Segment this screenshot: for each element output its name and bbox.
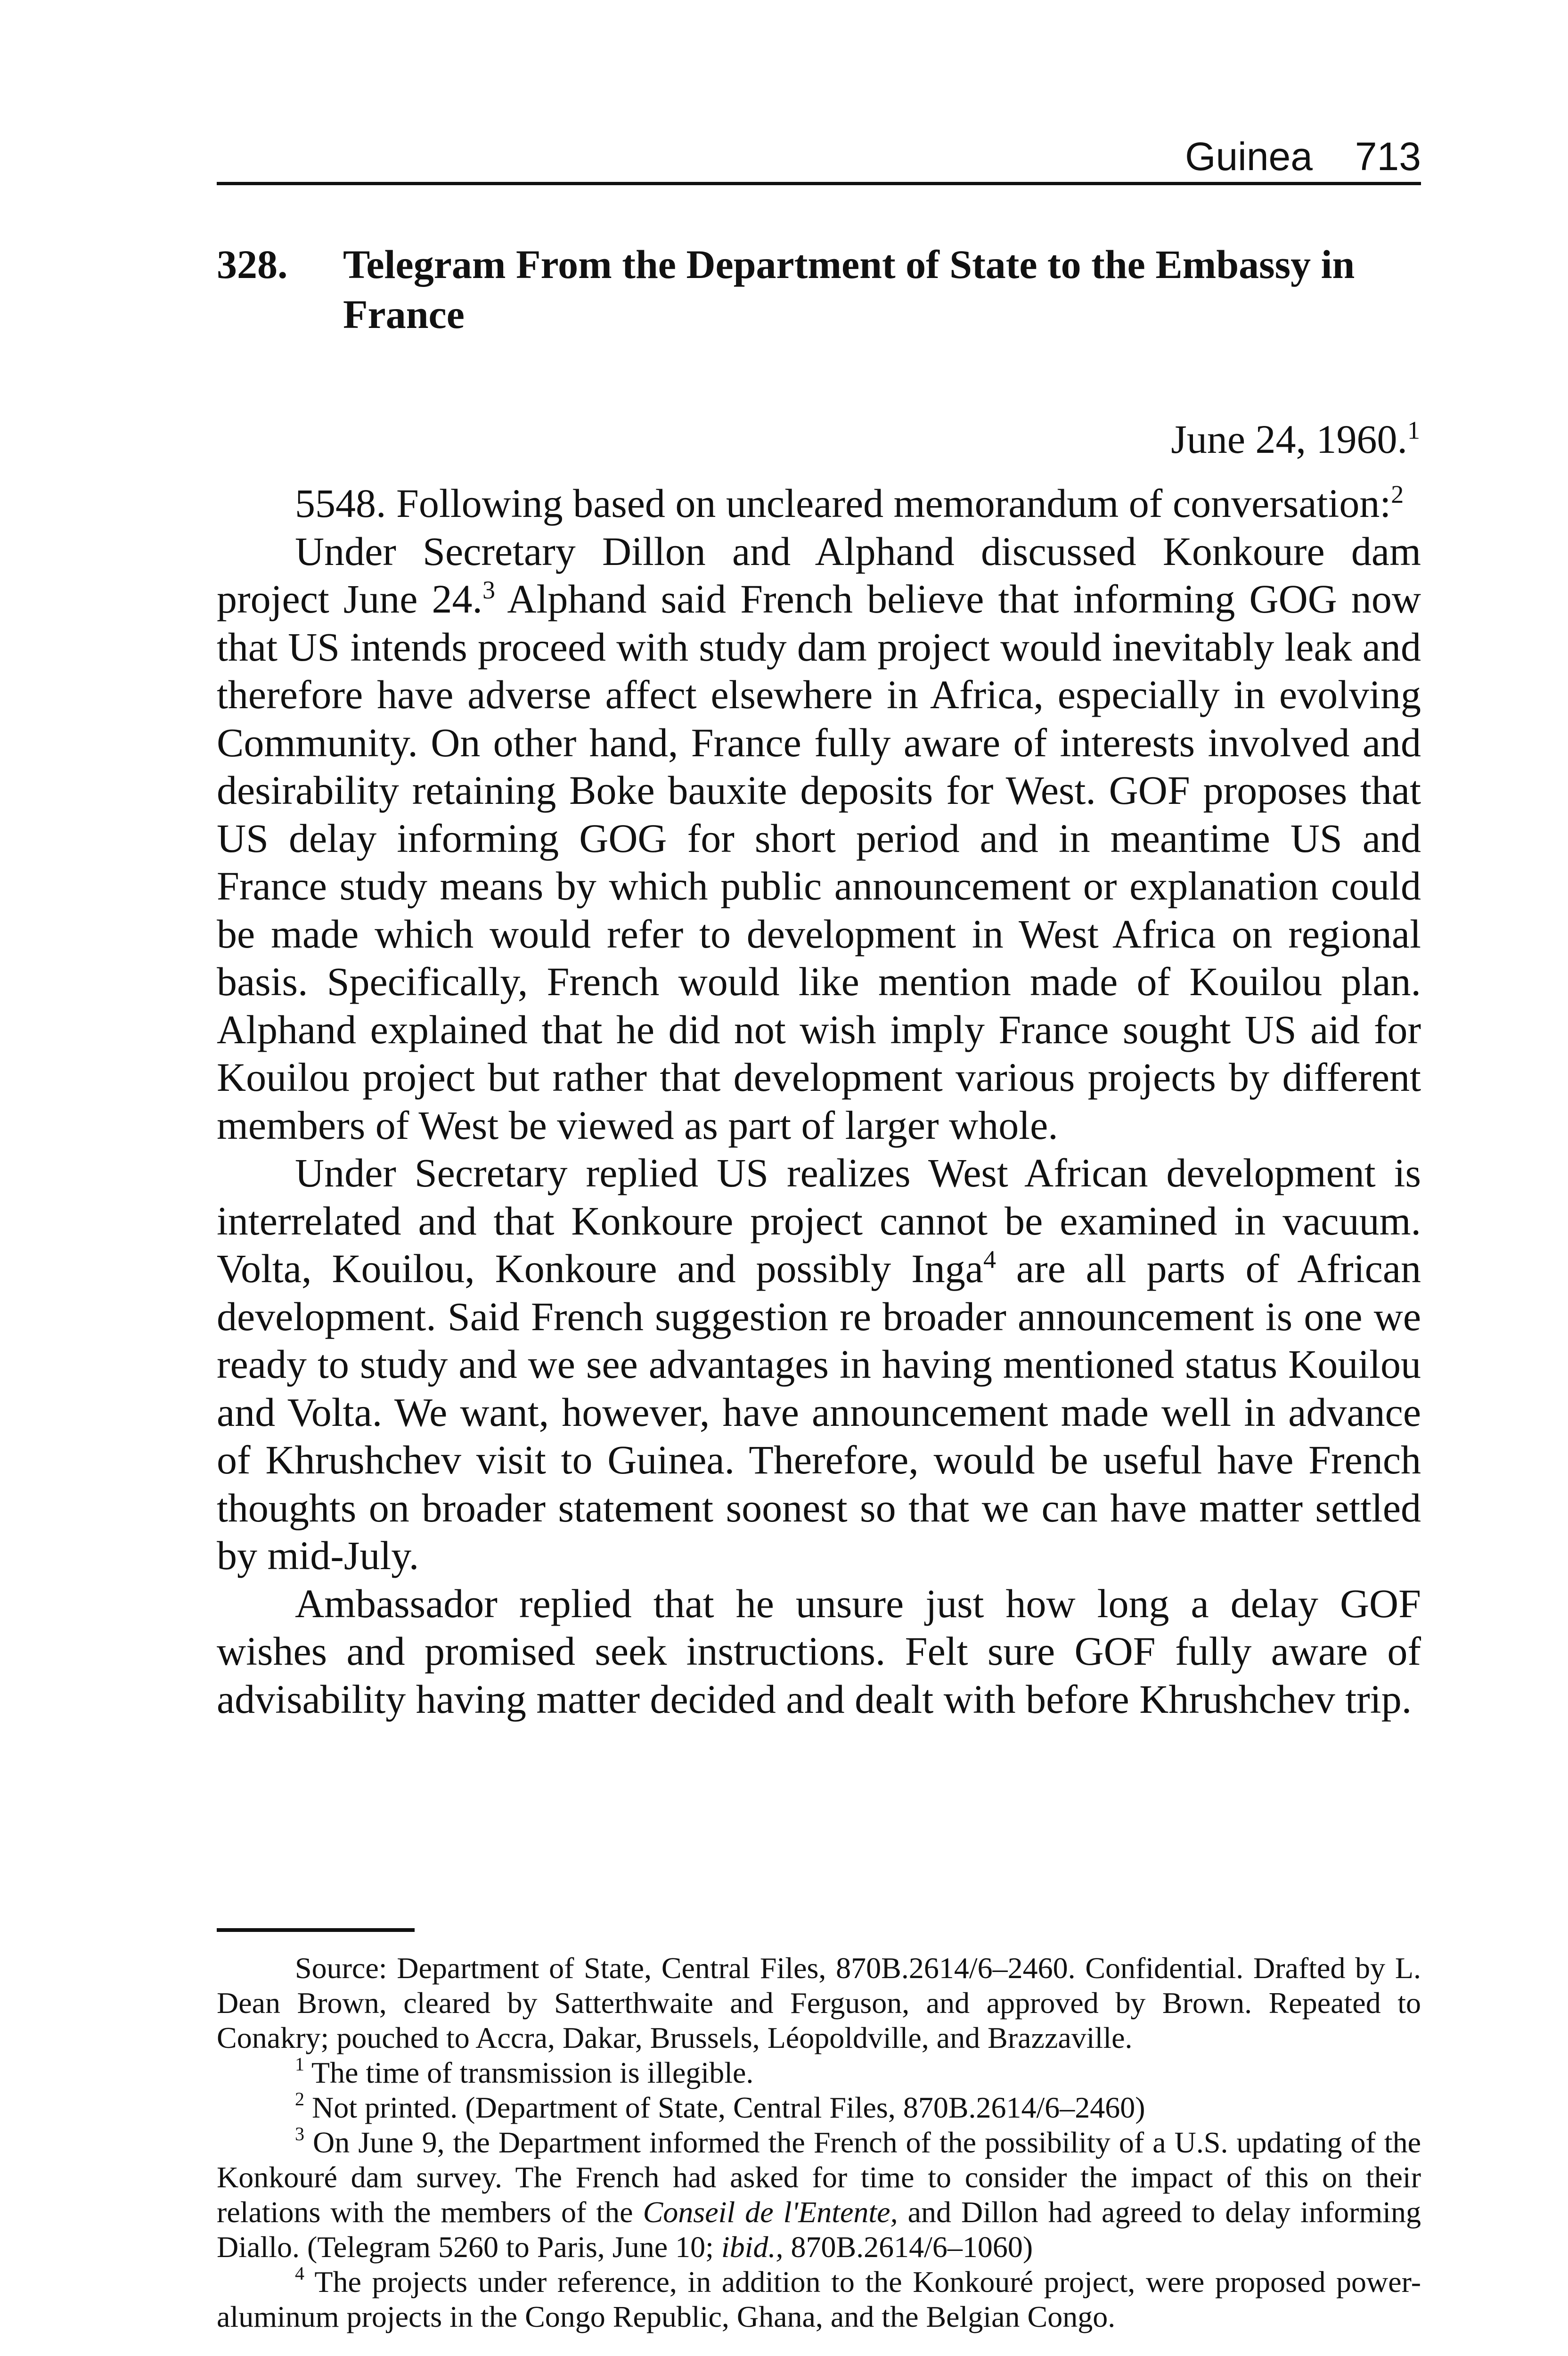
footnote-2 (217, 2090, 1421, 2125)
body-text-run: Under Secretary Dillon and Alphand discussed Konkoure dam project June 24. (217, 528, 1421, 622)
footnote-ref-3: 3 (482, 576, 496, 604)
body-paragraph (217, 528, 1421, 1150)
body-paragraph (217, 1149, 1421, 1580)
footnote-text: The time of transmission is illegible. (304, 2056, 754, 2089)
header-rule (217, 182, 1421, 185)
footnotes (217, 1951, 1421, 2334)
footnote-ref-1: 1 (1407, 416, 1420, 444)
source-note: Source: Department of State, Central Files, 870B.2614/6–2460. Confidential. Drafted by L. Dean Brown, cleared by Satterthwaite and Ferguson, and approved by Brown. Repeated to Conakry; pouched to Accra, Dakar, Brussels, Léopoldville, and Brazzaville. (217, 1951, 1421, 2054)
footnote-text: The projects under reference, in addition to the Konkouré project, were proposed power-aluminum projects in the Congo Republic, Ghana, and the Belgian Congo. (217, 2265, 1421, 2333)
footnote-italic: ibid., (721, 2230, 784, 2264)
document-heading (217, 239, 1421, 339)
body-paragraph (217, 480, 1421, 528)
footnote-mark: 1 (295, 2053, 304, 2075)
footnote-ref-4: 4 (983, 1245, 996, 1274)
body-text-run: Alphand said French believe that informing GOG now that US intends proceed with study dam project would inevitably leak and therefore have adverse affect elsewhere in Africa, especially in evolving Community. On other hand, France fully aware of interests involved and desirability retaining Boke bauxite deposits for West. GOF proposes that US delay informing GOG for short period and in meantime US and France study means by which public announcement or explanation could be made which would refer to development in West Africa on regional basis. Specifically, French would like mention made of Kouilou plan. Alphand explained that he did not wish imply France sought US aid for Kouilou project but rather that development various projects by different members of West be viewed as part of larger whole. (217, 576, 1421, 1148)
document-date: June 24, 1960. (1171, 417, 1407, 462)
footnote-3 (217, 2125, 1421, 2265)
footnote-4 (217, 2265, 1421, 2334)
footnote-mark: 3 (295, 2123, 304, 2144)
telegram-body (217, 480, 1421, 1723)
footnote-text: and Dillon had agreed to delay informing Diallo. (Telegram 5260 to Paris, June 10; (217, 2195, 1421, 2264)
dateline (1171, 416, 1420, 463)
footnote-1 (217, 2055, 1421, 2090)
running-head (217, 133, 1421, 180)
footnote-rule (217, 1928, 415, 1932)
footnote-mark: 2 (295, 2088, 304, 2110)
body-text-run: 5548. Following based on uncleared memorandum of conversation: (295, 481, 1391, 526)
body-text-run: are all parts of African development. Said French suggestion re broader announcement is one we ready to study and we see advantages in having mentioned status Kouilou and Volta. We want, however, have announcement made well in advance of Khrushchev visit to Guinea. Therefore, would be useful have French thoughts on broader statement soonest so that we can have matter settled by mid-July. (217, 1246, 1421, 1578)
document-number: 328. (217, 242, 288, 287)
footnote-text: Not printed. (Department of State, Central Files, 870B.2614/6–2460) (304, 2091, 1145, 2124)
footnote-ref-2: 2 (1391, 480, 1404, 508)
body-paragraph: Ambassador replied that he unsure just how long a delay GOF wishes and promised seek instructions. Felt sure GOF fully aware of advisability having matter decided and dealt with before Khrushchev trip. (217, 1580, 1421, 1722)
document-title: Telegram From the Department of State to the Embassy in France (343, 242, 1355, 337)
footnote-italic: Conseil de l'Entente, (643, 2195, 898, 2229)
body-text-run: Under Secretary replied US realizes West African development is interrelated and that Konkoure project cannot be examined in vacuum. Volta, Kouilou, Konkoure and possibly Inga (217, 1150, 1421, 1291)
page-number: 713 (1355, 134, 1421, 179)
running-head-section: Guinea (1185, 134, 1313, 179)
footnote-text: On June 9, the Department informed the French of the possibility of a U.S. updating of the Konkouré dam survey. The French had asked for time to consider the impact of this on their relations with the members of the (217, 2126, 1421, 2229)
footnote-mark: 4 (295, 2263, 304, 2284)
footnote-text: 870B.2614/6–1060) (783, 2230, 1033, 2264)
